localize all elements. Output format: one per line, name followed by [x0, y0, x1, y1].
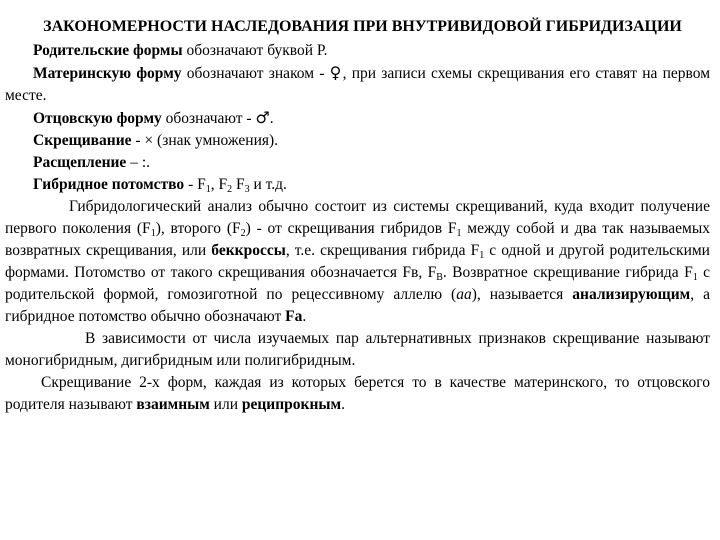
p1-sub5: B [436, 272, 443, 283]
item-maternal [5, 62, 710, 107]
sub-f2: 2 [227, 184, 233, 195]
text-maternal-a: обозначают знаком - [181, 65, 330, 82]
term-paternal: Отцовскую форму [33, 110, 162, 127]
text-paternal-b: . [269, 110, 274, 127]
term-maternal: Материнскую форму [33, 65, 182, 82]
text-parents: обозначают буквой Р. [182, 42, 328, 59]
p3-reciprocal: реципрокным [241, 396, 342, 413]
text-splitting: – :. [126, 154, 150, 171]
p1-k: . [302, 308, 307, 325]
item-paternal [5, 107, 710, 130]
text-offspring-b: , F [210, 176, 228, 193]
p1-e: , т.е. скрещивания гибрида F [285, 242, 480, 259]
p1-b: ), второго (F [155, 220, 241, 237]
p1-sub6: 1 [692, 272, 698, 283]
item-offspring [5, 174, 710, 196]
p1-sub3: 1 [456, 228, 462, 239]
term-offspring: Гибридное потомство [33, 176, 185, 193]
p1-c: ) - от скрещивания гибридов F [245, 220, 457, 237]
text-offspring-d: и т.д. [249, 176, 287, 193]
text-paternal-a: обозначают - [161, 110, 256, 127]
p1-fa: Fa [285, 308, 303, 325]
text-maternal-b: , при записи схемы скрещивания его ставят на первом месте. [5, 65, 711, 104]
p1-i: ), называется [471, 286, 573, 303]
p1-j: , а гибридное потомство обычно обозначают [5, 286, 710, 325]
p1-sub4: 1 [479, 250, 485, 261]
p1-analyzing: анализирующим [572, 286, 691, 303]
p3-c: . [341, 396, 345, 413]
p3-b: или [209, 396, 242, 413]
item-splitting [5, 152, 710, 174]
p1-backcross: беккроссы [211, 242, 286, 259]
paragraph-dependence: В зависимости от числа изучаемых пар альтернативных признаков скрещивание называют моногибридным, дигибридным или полигибридным. [5, 330, 710, 369]
term-splitting: Расщепление [33, 154, 127, 171]
p1-f: с одной и другой родительскими формами. Потомство от такого скрещивания обозначается Fв, F [5, 242, 710, 281]
p1-d: между собой и два так называемых возвратных скрещивания, или [5, 220, 711, 259]
p1-aa: аа [456, 286, 472, 303]
p1-a: Гибридологический анализ обычно состоит из системы скрещиваний, куда входит получение первого поколения (F [5, 198, 710, 237]
term-crossing: Скрещивание [33, 132, 132, 149]
p1-g: . Возвратное скрещивание гибрида F [442, 264, 693, 281]
text-offspring-a: - F [184, 176, 206, 193]
text-crossing: - × (знак умножения). [131, 132, 279, 149]
text-offspring-c: F [232, 176, 245, 193]
paragraph-reciprocal [5, 372, 710, 416]
male-symbol-icon: ♂ [255, 108, 270, 127]
p1-sub2: 2 [240, 228, 246, 239]
sub-f1: 1 [205, 184, 211, 195]
p3-mutual: взаимным [136, 396, 210, 413]
female-symbol-icon: ♀ [329, 63, 343, 82]
sub-f3: 3 [244, 184, 250, 195]
p1-h: с родительской формой, гомозиготной по рецессивному аллелю ( [5, 264, 710, 303]
p3-a: Скрещивание 2-х форм, каждая из которых берется то в качестве материнского, то отцовского родителя называют [5, 374, 710, 413]
paragraph-hybridological [5, 196, 710, 328]
item-crossing [5, 130, 710, 152]
item-parents [5, 40, 710, 62]
term-parents: Родительские формы [33, 42, 183, 59]
p1-sub1: 1 [150, 228, 156, 239]
page-title: ЗАКОНОМЕРНОСТИ НАСЛЕДОВАНИЯ ПРИ ВНУТРИВИДОВОЙ ГИБРИДИЗАЦИИ [43, 18, 682, 35]
